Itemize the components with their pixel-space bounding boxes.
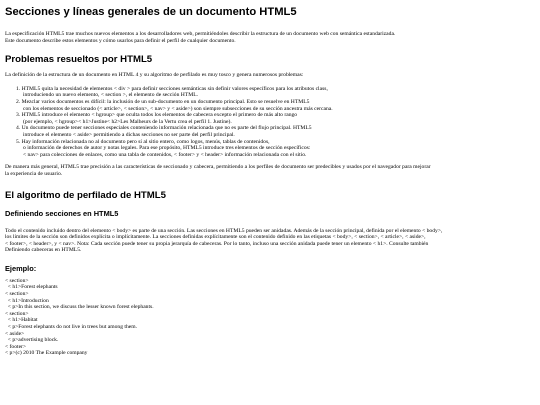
intro-line: La especificación HTML5 trae muchos nuevos elementos a los desarrolladores web, permitiéndoles describir la estructura de un documento web con semántica estandarizada.: [5, 31, 396, 37]
code-line: < h1>Forest elephants: [5, 284, 58, 291]
problems-outro: De manera más general, HTML5 trae precisión a las características de seccionado y cabecera, permitiendo a los perfiles de documento ser predecibles y usados por el navegador para mejorar la experiencia de usuario.: [5, 164, 431, 177]
sections-subheading: Definiendo secciones en HTML5: [5, 208, 119, 218]
code-line: < p>In this section, we discuss the lesser known forest elephants.: [5, 304, 154, 311]
code-line: < p>advertising block.: [5, 337, 59, 344]
code-line: < footer>: [5, 343, 27, 350]
intro-line: Este documento describe estos elementos y cómo usarlos para definir el perfil de cualquier documento.: [5, 37, 236, 44]
code-line: < p>(c) 2010 The Example company: [5, 350, 88, 357]
code-line: < section>: [5, 310, 29, 317]
problems-list: [5, 86, 534, 159]
list-item: 2. Mezclar varios documentos es difícil: la inclusión de un sub-documento en un documento principal. Esto se resuelve en HTML5 con los elementos de seccionado (< article>, < section>, < nav> y < aside>) son siempre subsecciones de su sección ancestra más cercana.: [16, 98, 333, 112]
algorithm-heading: El algoritmo de perfilado de HTML5: [5, 189, 166, 201]
code-line: < h1>Introduction: [5, 297, 49, 304]
example-subheading: Ejemplo:: [5, 263, 37, 273]
list-item: 1. HTML5 quita la necesidad de elementos < div > para definir secciones semánticas sin definir valores específicos para los atributos class, introduciendo un nuevo elemento, < section >, el elemento de sección HTML.: [16, 85, 328, 99]
page-title: Secciones y líneas generales de un documento HTML5: [5, 6, 297, 18]
code-example: [5, 278, 534, 357]
code-line: < section>: [5, 277, 29, 284]
list-item: 5. Hay información relacionada no al documento pero sí al sitio entero, como logos, menús, tablas de contenidos, o información de derechos de autor y notas legales. Para ese propósito, HTML5 introduce tres elementos de sección específicos: < nav> para colecciones de enlaces, como una tabla de contenidos, < footer> y < header> información relacionada con el sitio.: [16, 138, 311, 158]
problems-intro: La definición de la estructura de un documento en HTML 4 y su algoritmo de perfilado es muy tosco y genera numerosos problemas:: [5, 72, 304, 79]
sections-paragraph: Todo el contenido incluido dentro del elemento < body> es parte de una sección. Las secciones en HTML5 pueden ser anidadas. Además de la sección principal, definida por el elemento < body>, los límites de la sección son definidos explícita o implícitamente. La secciones definidas explícitamente son el contenido definido en las etiquetas < body>, < section>, < article>, < aside>, < footer>, < header>, y < nav>. Nota: Cada sección puede tener su propia jerarquía de cabeceras. Por lo tanto, incluso una sección anidada puede tener un elemento < h1>. Consulte también Definiendo cabeceras en HTML5.: [5, 227, 443, 254]
code-line: < h1>Habitat: [5, 317, 38, 324]
code-line: < p>Forest elephants do not live in trees but among them.: [5, 324, 137, 331]
intro-paragraph: [5, 31, 534, 44]
list-item: 3. HTML5 introduce el elemento < hgroup> que oculta todos los elementos de cabecera excepto el primero de más alto rango (por ejemplo, < hgroup>< h1>Justine< h2>Les Malheurs de la Vertu crea el perfil 1. Justine).: [16, 112, 298, 125]
code-line: < aside>: [5, 330, 25, 337]
problems-heading: Problemas resueltos por HTML5: [5, 54, 153, 66]
list-item: 4. Un documento puede tener secciones especiales conteniendo información relacionada que no es parte del flujo principal. HTML5 introduce el elemento < aside> permitiendo a dichas secciones no ser parte del perfil principal.: [16, 125, 312, 138]
code-line: < section>: [5, 291, 29, 298]
